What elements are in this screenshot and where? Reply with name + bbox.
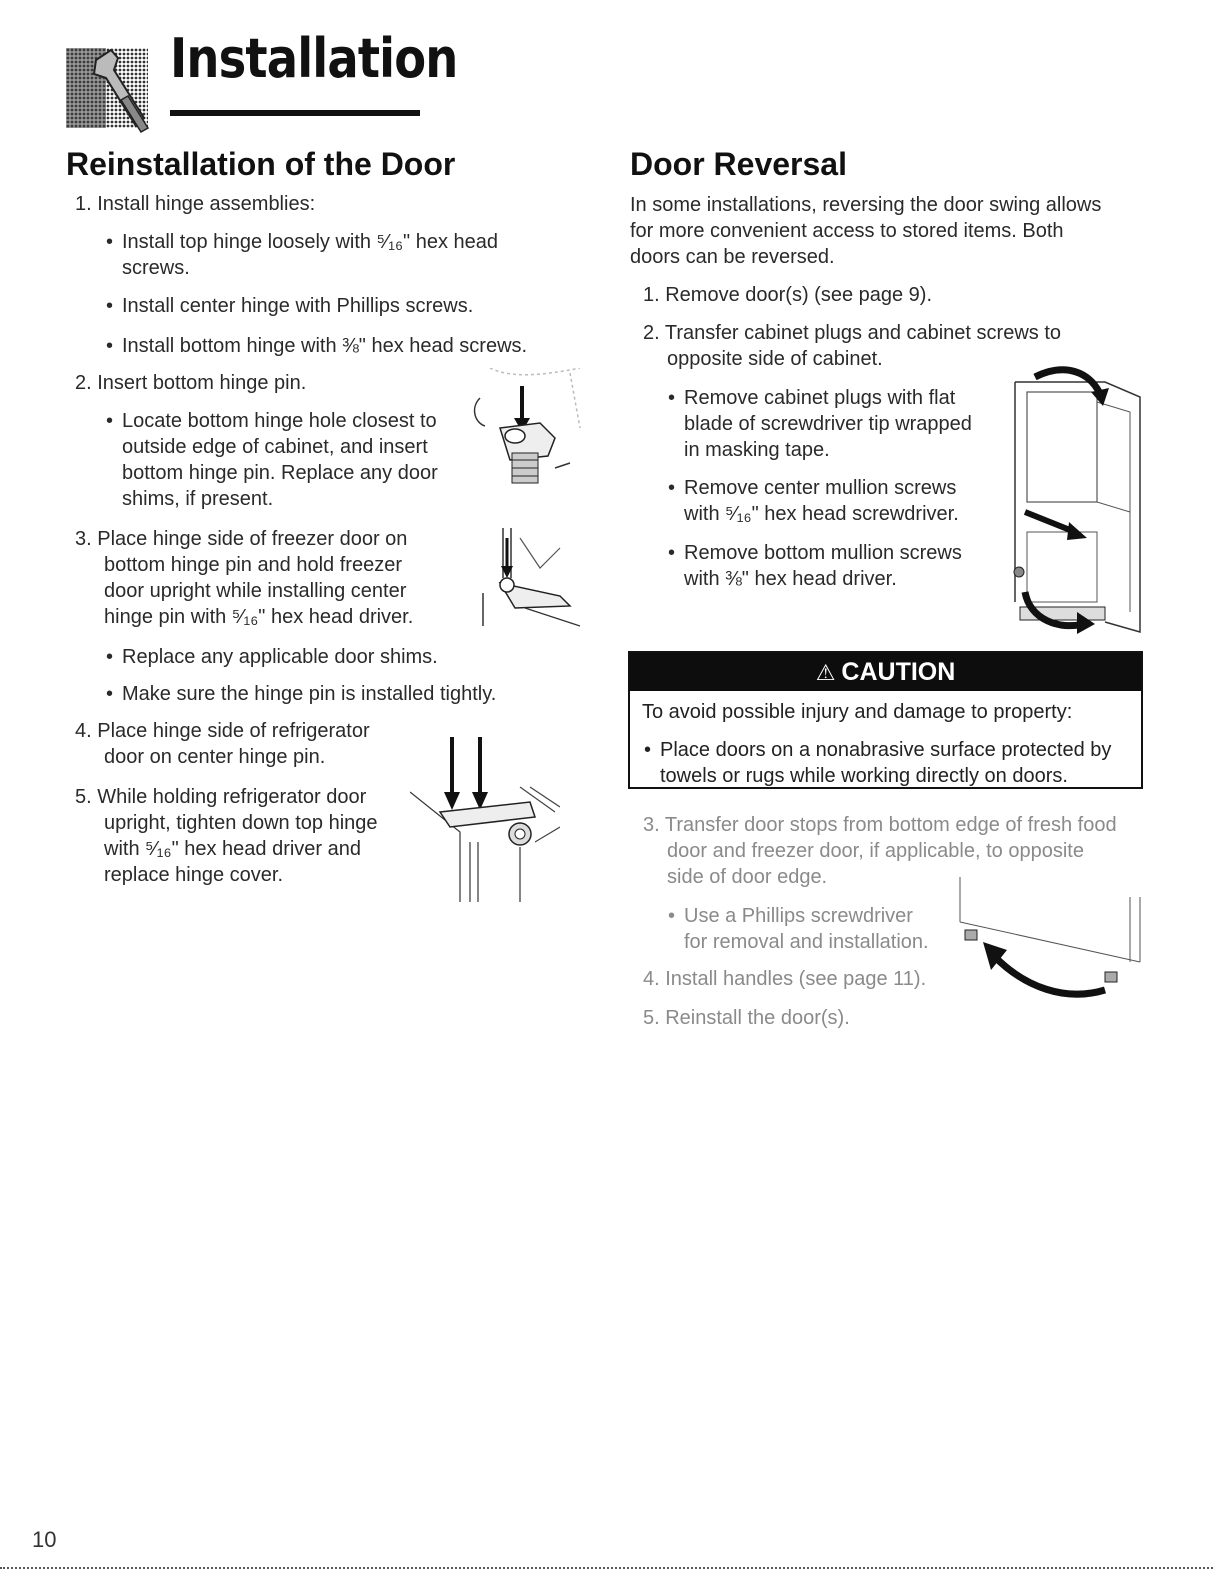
reversal-step-5: 5. Reinstall the door(s). bbox=[643, 1007, 850, 1029]
step-3-bullet-2: • Make sure the hinge pin is installed tightly. bbox=[122, 681, 496, 707]
freezer-door-hinge-illustration bbox=[475, 528, 590, 633]
page-number: 10 bbox=[32, 1527, 57, 1552]
step-1-bullet-1: • Install top hinge loosely with ⁵⁄₁₆" hex head screws. bbox=[122, 229, 498, 281]
footer-rule bbox=[0, 1567, 1213, 1569]
cabinet-illustration bbox=[1005, 362, 1145, 642]
caution-bullet: • Place doors on a nonabrasive surface protected by towels or rugs while working directly on doors. bbox=[660, 737, 1111, 789]
title-underline bbox=[170, 110, 420, 116]
step-2-bullet-1: • Locate bottom hinge hole closest to outside edge of cabinet, and insert bottom hinge pin. Replace any door shims, if present. bbox=[122, 408, 438, 512]
step-1-bullet-2: • Install center hinge with Phillips screws. bbox=[122, 293, 473, 319]
step-1-bullet-3: • Install bottom hinge with ⅜" hex head screws. bbox=[122, 333, 527, 359]
wrench-icon bbox=[66, 40, 166, 135]
reversal-step-4: 4. Install handles (see page 11). bbox=[643, 968, 927, 990]
caution-header: ⚠ CAUTION bbox=[630, 653, 1141, 691]
reversal-step-2-bullet-3: • Remove bottom mullion screws with ⅜" hex head driver. bbox=[684, 540, 962, 592]
reversal-step-1: 1. Remove door(s) (see page 9). bbox=[643, 284, 933, 306]
step-4: 4. Place hinge side of refrigerator door on center hinge pin. bbox=[75, 720, 370, 768]
step-1: 1. Install hinge assemblies: bbox=[75, 193, 316, 215]
step-2: 2. Insert bottom hinge pin. bbox=[75, 372, 307, 394]
reversal-step-3-bullet-1: • Use a Phillips screwdriver for removal and installation. bbox=[684, 903, 929, 955]
step-3: 3. Place hinge side of freezer door on bottom hinge pin and hold freezer door upright while installing center hinge pin with ⁵⁄₁₆" hex head driver. bbox=[75, 528, 414, 628]
caution-text: To avoid possible injury and damage to property: bbox=[642, 701, 1073, 723]
reversal-step-3: 3. Transfer door stops from bottom edge of fresh food door and freezer door, if applicable, to opposite side of door edge. bbox=[643, 814, 1117, 888]
warning-triangle-icon: ⚠ bbox=[815, 660, 836, 685]
reversal-step-2-bullet-1: • Remove cabinet plugs with flat blade of screwdriver tip wrapped in masking tape. bbox=[684, 385, 972, 463]
reversal-step-2: 2. Transfer cabinet plugs and cabinet screws to opposite side of cabinet. bbox=[643, 322, 1062, 370]
page-title: Installation bbox=[170, 27, 458, 90]
section-heading-door-reversal: Door Reversal bbox=[630, 146, 847, 182]
refrigerator-door-hinge-illustration bbox=[410, 732, 560, 907]
reversal-step-2-bullet-2: • Remove center mullion screws with ⁵⁄₁₆" hex head screwdriver. bbox=[684, 475, 959, 527]
step-3-bullet-1: • Replace any applicable door shims. bbox=[122, 644, 438, 670]
door-stop-illustration bbox=[955, 872, 1145, 1012]
caution-box bbox=[628, 651, 1143, 789]
step-5: 5. While holding refrigerator door upright, tighten down top hinge with ⁵⁄₁₆" hex head driver and replace hinge cover. bbox=[75, 786, 378, 886]
section-heading-reinstallation: Reinstallation of the Door bbox=[66, 146, 456, 182]
bottom-hinge-illustration bbox=[470, 368, 585, 498]
door-reversal-intro: In some installations, reversing the door swing allows for more convenient access to stored items. Both doors can be reversed. bbox=[630, 194, 1102, 268]
